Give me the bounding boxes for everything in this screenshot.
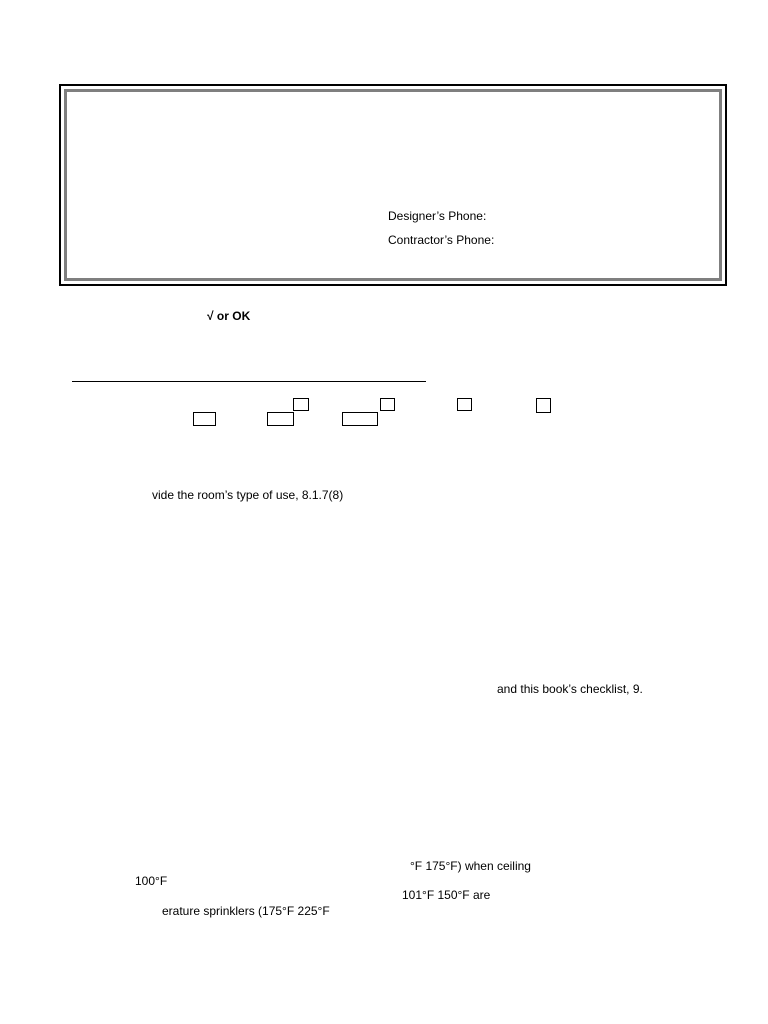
room-use-text: vide the room’s type of use, 8.1.7(8) bbox=[152, 488, 344, 502]
checkbox-6[interactable] bbox=[267, 412, 294, 426]
temperature-text-b: 100°F bbox=[135, 874, 168, 888]
checkbox-5[interactable] bbox=[193, 412, 216, 426]
temperature-text-c: 101°F 150°F are bbox=[402, 888, 491, 902]
contractor-phone-label: Contractor’s Phone: bbox=[388, 233, 495, 247]
checkbox-1[interactable] bbox=[293, 398, 309, 411]
checklist-text: and this book’s checklist, 9. bbox=[497, 682, 643, 696]
temperature-text-a: °F 175°F) when ceiling bbox=[410, 859, 531, 873]
header-frame bbox=[59, 84, 727, 286]
checkbox-2[interactable] bbox=[380, 398, 395, 411]
checkbox-7[interactable] bbox=[342, 412, 378, 426]
checkbox-4[interactable] bbox=[536, 398, 551, 413]
temperature-text-d: erature sprinklers (175°F 225°F bbox=[162, 904, 330, 918]
checkbox-3[interactable] bbox=[457, 398, 472, 411]
header-frame-inner bbox=[64, 89, 722, 281]
check-mark-instruction: √ or OK bbox=[207, 309, 251, 323]
designer-phone-label: Designer’s Phone: bbox=[388, 209, 487, 223]
signature-line bbox=[72, 381, 426, 382]
